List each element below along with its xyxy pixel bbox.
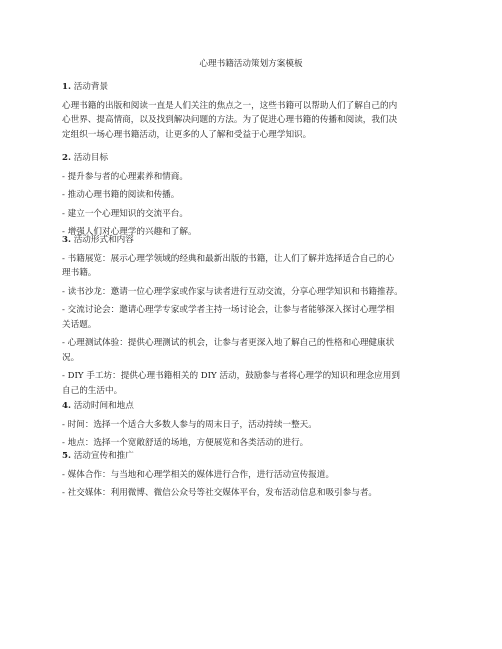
list-item-continued: 自己的生活中。	[62, 385, 123, 396]
section-heading	[62, 233, 447, 248]
list-item: - 增强人们对心理学的兴趣和了解。	[62, 227, 197, 237]
list-item: - 时间：选择一个适合大多数人参与的周末日子，活动持续一整天。	[62, 419, 317, 430]
list-item: - 读书沙龙：邀请一位心理学家或作家与读者进行互动交流，分享心理学知识和书籍推荐。	[62, 286, 403, 297]
section-heading-text: 活动形式和内容	[70, 235, 134, 245]
section-number: 1.	[62, 82, 71, 92]
section-number: 5.	[62, 451, 71, 461]
list-item: - DIY 手工坊：提供心理书籍相关的 DIY 活动，鼓励参与者将心理学的知识和理念应用到	[62, 371, 400, 381]
section-number: 3.	[62, 235, 71, 245]
paragraph-line: 定组织一场心理书籍活动，让更多的人了解和受益于心理学知识。	[62, 129, 312, 140]
list-item: - 交流讨论会：邀请心理学专家或学者主持一场讨论会，让参与者能够深入探讨心理学相	[62, 305, 395, 315]
section-3	[62, 233, 447, 398]
section-5	[62, 449, 447, 501]
section-heading	[62, 80, 447, 95]
section-heading-text: 活动时间和地点	[70, 401, 134, 411]
section-heading-text: 活动目标	[70, 153, 109, 163]
section-number: 4.	[62, 401, 71, 411]
list-item: - 书籍展览：展示心理学领域的经典和最新出版的书籍，让人们了解并选择适合自己的心	[62, 253, 395, 264]
section-heading-text: 活动背景	[70, 82, 109, 92]
section-number: 2.	[62, 153, 71, 163]
list-item: - 媒体合作：与当地和心理学相关的媒体进行合作，进行活动宣传报道。	[62, 469, 335, 480]
section-heading	[62, 399, 447, 414]
list-item: - 心理测试体验：提供心理测试的机会，让参与者更深入地了解自己的性格和心理健康状	[62, 338, 395, 348]
paragraph-line: 心理书籍的出版和阅读一直是人们关注的焦点之一，这些书籍可以帮助人们了解自己的内	[62, 100, 398, 111]
list-item-continued: 况。	[62, 352, 80, 363]
list-item: - 社交媒体：利用微博、微信公众号等社交媒体平台，发布活动信息和吸引参与者。	[62, 488, 378, 498]
section-heading	[62, 449, 447, 464]
section-2	[62, 151, 447, 240]
list-item: - 推动心理书籍的阅读和传播。	[62, 190, 180, 200]
document-title: 心理书籍活动策划方案模板	[199, 59, 303, 69]
section-heading	[62, 151, 447, 166]
list-item: - 建立一个心理知识的交流平台。	[62, 208, 188, 219]
list-item-continued: 关话题。	[62, 319, 97, 330]
paragraph-line: 心世界、提高情商，以及找到解决问题的方法。为了促进心理书籍的传播和阅读，我们决	[62, 115, 398, 125]
list-item-continued: 理书籍。	[62, 268, 97, 278]
list-item: - 地点：选择一个宽敞舒适的场地，方便展览和各类活动的进行。	[62, 438, 309, 448]
section-1	[62, 80, 447, 142]
list-item: - 提升参与者的心理素养和情商。	[62, 171, 188, 182]
section-4	[62, 399, 447, 451]
section-heading-text: 活动宣传和推广	[70, 451, 134, 461]
